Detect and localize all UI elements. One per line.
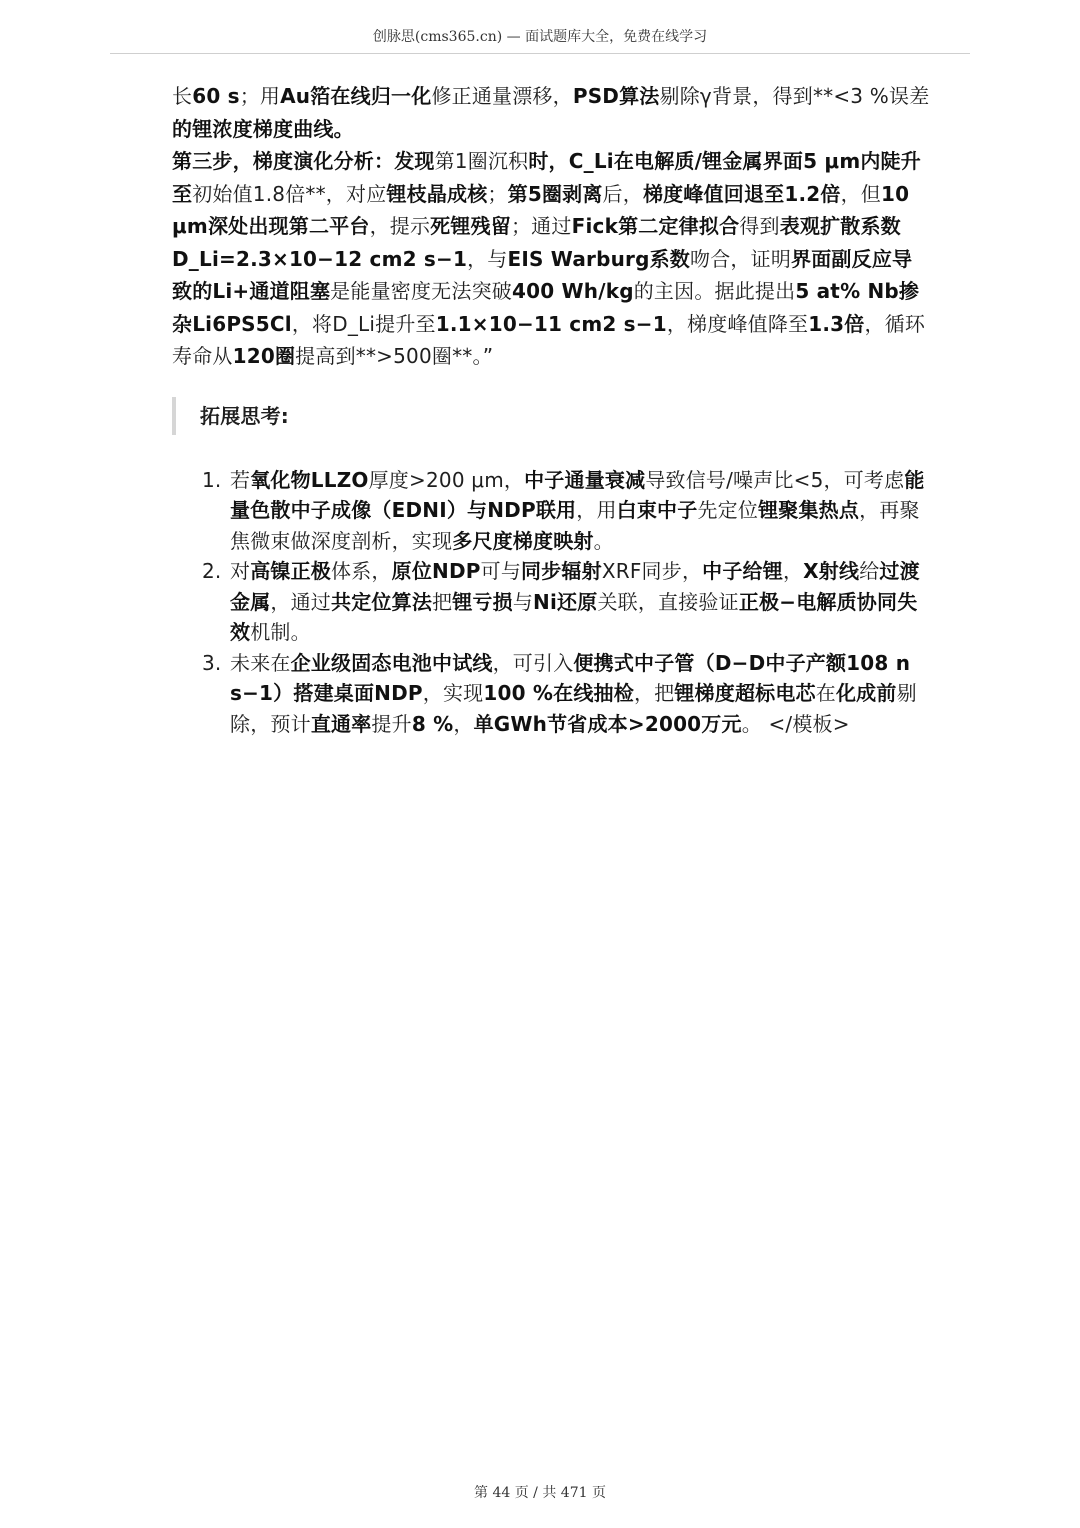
text-run: ；用 (239, 84, 281, 108)
text-run: 吻合，证明 (690, 246, 792, 271)
bold-run: 表观扩散系数D_Li=2.3×10−12 cm2 s−1 (172, 214, 901, 271)
bold-run: EIS Warburg系数 (507, 246, 691, 271)
text-run: 关联，直接验证 (597, 589, 739, 614)
text-run: 机制。 (250, 620, 311, 644)
bold-run: 正极−电解质协同失效 (230, 589, 918, 644)
callout-extended-thinking (172, 397, 932, 435)
bold-run: 锂梯度超标电芯 (674, 681, 816, 705)
text-run: ，但 (840, 181, 881, 206)
text-run: 提升 (371, 711, 412, 736)
bold-run: 原位NDP (391, 559, 481, 583)
bold-run: 界面副反应导致的Li+通道阻塞 (172, 246, 913, 303)
text-run: 对 (230, 559, 251, 583)
page-header: 创脉思(cms365.cn) — 面试题库大全，免费在线学习 (372, 29, 708, 45)
text-run: 。 </模板> (741, 711, 850, 736)
bold-run: 中子通量衰减 (524, 467, 646, 492)
text-run: ，将D_Li提升至 (291, 311, 436, 336)
paragraph-step-three (172, 145, 932, 373)
text-run: 未来在 (230, 650, 291, 675)
bold-run: 白束中子 (616, 498, 698, 522)
text-run: ，再聚焦微束做深度剖析，实现 (230, 498, 920, 553)
callout-title: 拓展思考: (200, 403, 289, 428)
text-run: ，可引入 (492, 650, 574, 675)
text-run: 提高到**>500圈**。” (295, 344, 494, 368)
text-run: 剔除，预计 (230, 681, 917, 736)
text-run: ；通过 (510, 214, 572, 238)
text-run: ， (782, 559, 804, 583)
page-footer: 第 44 页 / 共 471 页 (474, 1485, 606, 1501)
text-run: ，用 (576, 498, 617, 522)
text-run: ，与 (467, 246, 508, 271)
bold-run: 单GWh节省成本>2000万元 (473, 711, 742, 736)
bold-run: 8 % (411, 711, 454, 736)
paragraph-continuation (172, 80, 932, 145)
bold-run: 锂枝晶成核 (386, 181, 488, 206)
bold-run: 中子给锂 (702, 559, 783, 583)
bold-run: 1.3倍 (808, 311, 865, 336)
bold-run: 同步辐射 (521, 559, 602, 583)
bold-run: 化成前 (835, 681, 897, 705)
bold-run: Ni还原 (533, 589, 598, 614)
list-item (228, 465, 932, 557)
bold-run: Au箔在线归一化 (280, 84, 432, 108)
text-run: 导致信号/噪声比<5，可考虑 (645, 467, 905, 492)
bold-run: 1.1×10−11 cm2 s−1 (435, 311, 667, 336)
text-run: 初始值1.8倍**，对应 (192, 181, 387, 206)
text-run: ，实现 (422, 681, 484, 705)
bold-run: 锂聚集热点 (758, 498, 860, 522)
bold-run: 多尺度梯度映射 (452, 528, 594, 553)
text-run: 第1圈沉积 (434, 149, 529, 173)
text-run: 可与 (480, 559, 522, 583)
bold-run: 锂亏损 (452, 589, 513, 614)
text-run: 后， (602, 181, 643, 206)
text-run: 。 (593, 528, 614, 553)
text-run: ，梯度峰值降至 (666, 311, 809, 336)
text-run: 的主因。据此提出 (633, 279, 796, 303)
text-run: 与 (512, 589, 534, 614)
bold-run: 400 Wh/kg (511, 279, 634, 303)
bold-run: 5 at% Nb掺杂Li6PS5Cl (172, 279, 920, 336)
text-run: ，提示 (369, 214, 431, 238)
text-run: 剔除γ背景，得到**<3 %误差 (659, 84, 930, 108)
bold-run: 共定位算法 (331, 589, 433, 614)
list-item (228, 648, 932, 740)
bold-run: 100 %在线抽检 (483, 681, 634, 705)
bold-run: PSD算法 (572, 84, 660, 108)
text-run: ， (453, 711, 474, 736)
text-run: 厚度>200 μm， (368, 467, 525, 492)
bold-run: 60 s (192, 84, 240, 108)
bold-run: 直通率 (310, 711, 372, 736)
bold-run: 能量色散中子成像（EDNI）与NDP联用 (230, 467, 925, 522)
text-run: 在 (815, 681, 836, 705)
bold-run: 便携式中子管（D−D中子产额108 n s−1）搭建桌面NDP (230, 650, 911, 705)
bold-run: 氧化物LLZO (250, 467, 369, 492)
bold-run: 10 μm深处出现第二平台 (172, 181, 910, 238)
text-run: ，把 (633, 681, 675, 705)
text-run: 长 (172, 84, 193, 108)
bold-run: Fick第二定律拟合 (571, 214, 740, 238)
bold-run: 高镍正极 (250, 559, 332, 583)
bold-run: 过渡金属 (230, 559, 920, 614)
bold-run: 的锂浓度梯度曲线。 (172, 116, 354, 141)
text-run: XRF同步， (601, 559, 703, 583)
text-run: 给 (859, 559, 880, 583)
text-run: ； (487, 181, 508, 206)
header-divider (110, 53, 970, 54)
bold-run: 第5圈剥离 (507, 181, 603, 206)
document-body (172, 80, 932, 739)
extended-thinking-list (172, 465, 932, 740)
bold-run: 120圈 (232, 344, 296, 368)
list-item (228, 556, 932, 648)
bold-run: X射线 (803, 559, 860, 583)
text-run: 修正通量漂移， (431, 84, 573, 108)
text-run: 若 (230, 467, 251, 492)
text-run: ，循环寿命从 (172, 311, 926, 368)
bold-run: 第三步，梯度演化分析：发现 (172, 149, 435, 173)
text-run: 得到 (739, 214, 780, 238)
text-run: 体系， (331, 559, 392, 583)
bold-run: 死锂残留 (430, 214, 511, 238)
bold-run: 梯度峰值回退至1.2倍 (642, 181, 841, 206)
bold-run: 时，C_Li在电解质/锂金属界面5 μm内陡升至 (172, 149, 921, 206)
text-run: 是能量密度无法突破 (330, 279, 512, 303)
bold-run: 企业级固态电池中试线 (290, 650, 493, 675)
text-run: ，通过 (270, 589, 332, 614)
text-run: 把 (432, 589, 453, 614)
text-run: 先定位 (697, 498, 759, 522)
